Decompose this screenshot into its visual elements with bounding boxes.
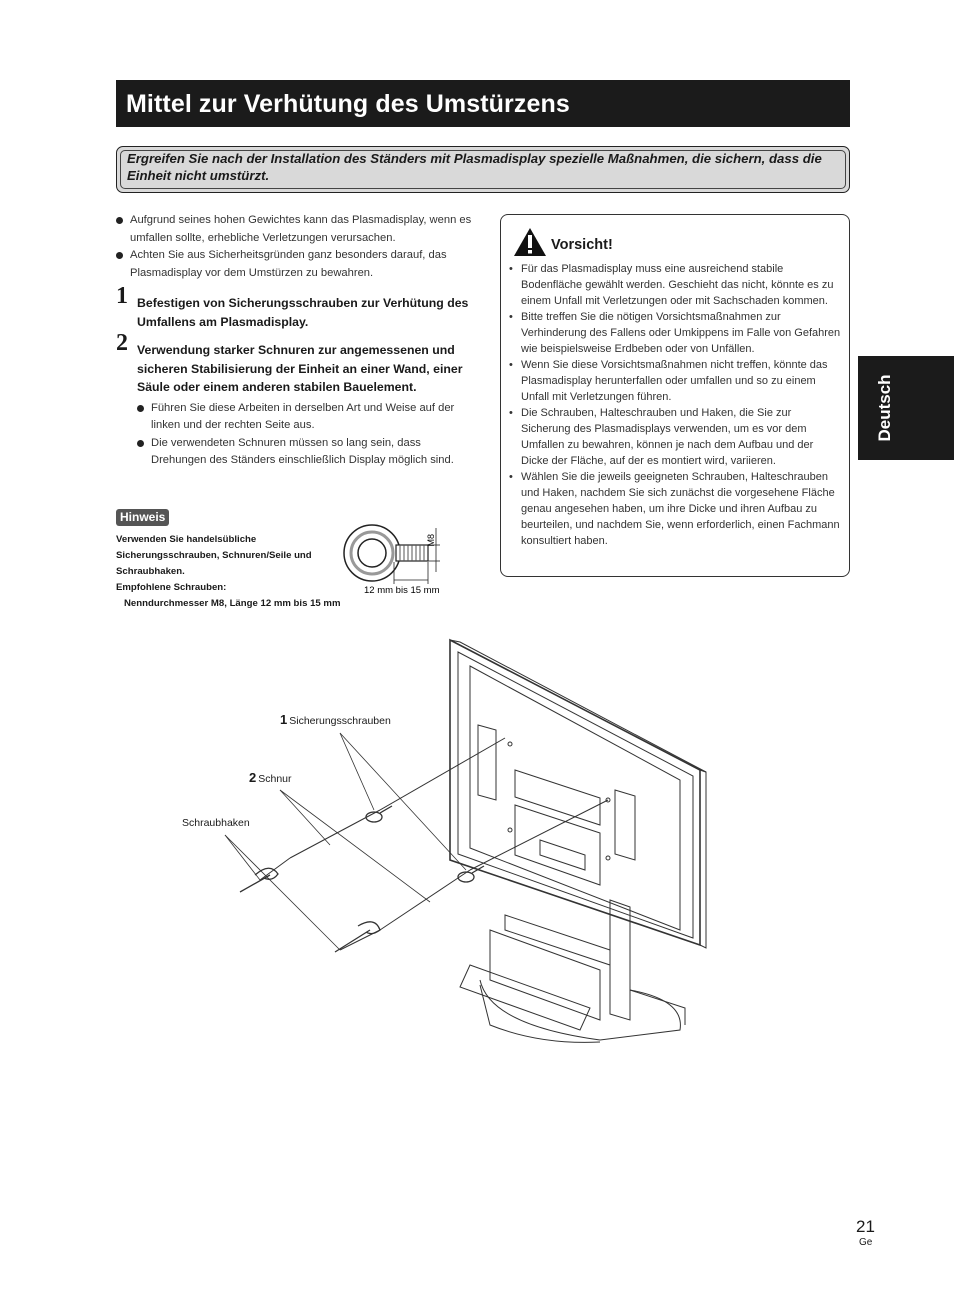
step-number: 1: [116, 283, 128, 309]
caution-item-text: Für das Plasmadisplay muss eine ausreichend stabile Bodenfläche gewählt werden. Geschieht das nicht, könnte es zu einem Unfall mit Verletzungen oder mit Sachschaden kommen.: [521, 263, 834, 307]
diagram-label-text: Sicherungsschrauben: [289, 715, 391, 727]
sub-bullet-text: Führen Sie diese Arbeiten in derselben Art und Weise auf der linken und der rechten Seite aus.: [151, 401, 455, 431]
caution-item-text: Wenn Sie diese Vorsichtsmaßnahmen nicht treffen, könnte das Plasmadisplay herunterfallen oder umfallen und so zu einem Unfall mit Verletzungen führen.: [521, 359, 828, 403]
hint-badge: Hinweis: [116, 509, 169, 526]
cords-icon: [260, 738, 608, 950]
eye-bolts-icon: [366, 806, 484, 882]
dimension-length: 12 mm bis 15 mm: [364, 585, 440, 596]
bullet-item: [116, 212, 476, 247]
caution-header: [513, 227, 613, 259]
hint-line: Verwenden Sie handelsübliche Sicherungsschrauben, Schnuren/Seile und Schraubhaken.: [116, 534, 312, 577]
diagram-label-number: 2: [249, 770, 257, 785]
step-2: [116, 330, 476, 397]
bullet-dot-icon: [137, 405, 144, 412]
hint-line: Empfohlene Schrauben:: [116, 582, 227, 593]
caution-item: • Die Schrauben, Halteschrauben und Haken, die Sie zur Sicherung des Plasmadisplays verwenden, um es vor dem Umfallen zu bewahren, können je nach dem Aufbau und der Dicke der Fläche, auf der es montiert wird, variieren.: [509, 407, 814, 467]
step-number: 2: [116, 330, 128, 356]
intro-text: Ergreifen Sie nach der Installation des Ständers mit Plasmadisplay spezielle Maßnahmen, die sichern, dass die Einheit nicht umstürzt.: [127, 151, 822, 183]
diagram-label-text: Schnur: [258, 773, 292, 785]
caution-item-text: Bitte treffen Sie die nötigen Vorsichtsmaßnahmen zur Verhinderung des Fallens oder Umkippens im Falle von Gefahren wie beispielsweise Erdbeben oder von Unfällen.: [521, 311, 841, 355]
stand-icon: [460, 900, 685, 1042]
callout-lines: [225, 733, 466, 950]
sub-bullet-item: [116, 400, 476, 435]
bullet-dot-icon: [116, 217, 123, 224]
caution-item-text: Wählen Sie die jeweils geeigneten Schrauben, Halteschrauben und Haken, nachdem Sie sich zunächst die vorgesehene Fläche genau angesehen haben, um ihre Dicke und ihren Aufbau zu beurteilen, und nachdem Sie, wenn erforderlich, einen Fachmann konsultiert haben.: [521, 471, 840, 547]
language-tab: [858, 356, 954, 460]
sub-bullet-text: Die verwendeten Schnuren müssen so lang sein, dass Drehungen des Ständers einschließlich Display möglich sind.: [151, 436, 454, 466]
hint-text: [116, 532, 341, 612]
hint-line: Nenndurchmesser M8, Länge 12 mm bis 15 mm: [124, 598, 341, 609]
sub-bullet-item: [116, 435, 476, 470]
bullet-text: Aufgrund seines hohen Gewichtes kann das Plasmadisplay, wenn es umfallen sollte, erhebliche Verletzungen verursachen.: [130, 214, 472, 244]
eye-bolt-illustration: [336, 520, 466, 600]
bullet-dot-icon: [116, 252, 123, 259]
page-number: 21: [856, 1217, 875, 1236]
caution-list: [509, 261, 841, 549]
plasma-display-rear-icon: [450, 640, 706, 948]
screw-hooks-icon: [240, 868, 380, 952]
language-tab-label: Deutsch: [875, 374, 894, 442]
dimension-m8: M8: [426, 534, 436, 547]
step-text: Verwendung starker Schnuren zur angemessenen und sicheren Stabilisierung der Einheit an einer Wand, einer Säule oder einem anderen stabilen Bauelement.: [137, 343, 463, 394]
diagram-label-number: 1: [280, 712, 288, 727]
bullet-item: [116, 247, 476, 282]
bullet-dot-icon: [137, 440, 144, 447]
page-language-suffix: Ge: [859, 1237, 873, 1248]
diagram-label-screws: [280, 712, 391, 727]
step-1: [116, 283, 476, 331]
caution-box: [500, 214, 850, 577]
page-title: Mittel zur Verhütung des Umstürzens: [126, 90, 570, 118]
bullet-text: Achten Sie aus Sicherheitsgründen ganz besonders darauf, das Plasmadisplay vor dem Umstürzen zu bewahren.: [130, 249, 447, 279]
caution-item: • Bitte treffen Sie die nötigen Vorsichtsmaßnahmen zur Verhinderung des Fallens oder Umkippens im Falle von Gefahren wie beispielsweise Erdbeben oder von Unfällen.: [509, 311, 841, 355]
step-text: Befestigen von Sicherungsschrauben zur Verhütung des Umfallens am Plasmadisplay.: [137, 296, 469, 329]
intro-box: [116, 146, 850, 193]
diagram-label-cord: [249, 770, 292, 785]
caution-item-text: Die Schrauben, Halteschrauben und Haken, die Sie zur Sicherung des Plasmadisplays verwenden, um es vor dem Umfallen zu bewahren, können je nach dem Aufbau und der Dicke der Fläche, auf der es montiert wird, variieren.: [521, 407, 814, 467]
installation-diagram: [160, 630, 720, 1050]
title-bar: [116, 80, 850, 127]
instructions-column: [116, 212, 476, 470]
caution-item: • Wählen Sie die jeweils geeigneten Schrauben, Halteschrauben und Haken, nachdem Sie sich zunächst die vorgesehene Fläche genau angesehen haben, um ihre Dicke und ihren Aufbau zu beurteilen, und nachdem Sie, wenn erforderlich, einen Fachmann konsultiert haben.: [509, 471, 840, 547]
caution-item: • Für das Plasmadisplay muss eine ausreichend stabile Bodenfläche gewählt werden. Geschieht das nicht, könnte es zu einem Unfall mit Verletzungen oder mit Sachschaden kommen.: [509, 263, 834, 307]
caution-item: • Wenn Sie diese Vorsichtsmaßnahmen nicht treffen, könnte das Plasmadisplay herunterfallen oder umfallen und so zu einem Unfall mit Verletzungen führen.: [509, 359, 828, 403]
caution-title: Vorsicht!: [551, 237, 613, 253]
warning-triangle-icon: [513, 227, 547, 257]
diagram-label-hooks: Schraubhaken: [182, 817, 250, 829]
